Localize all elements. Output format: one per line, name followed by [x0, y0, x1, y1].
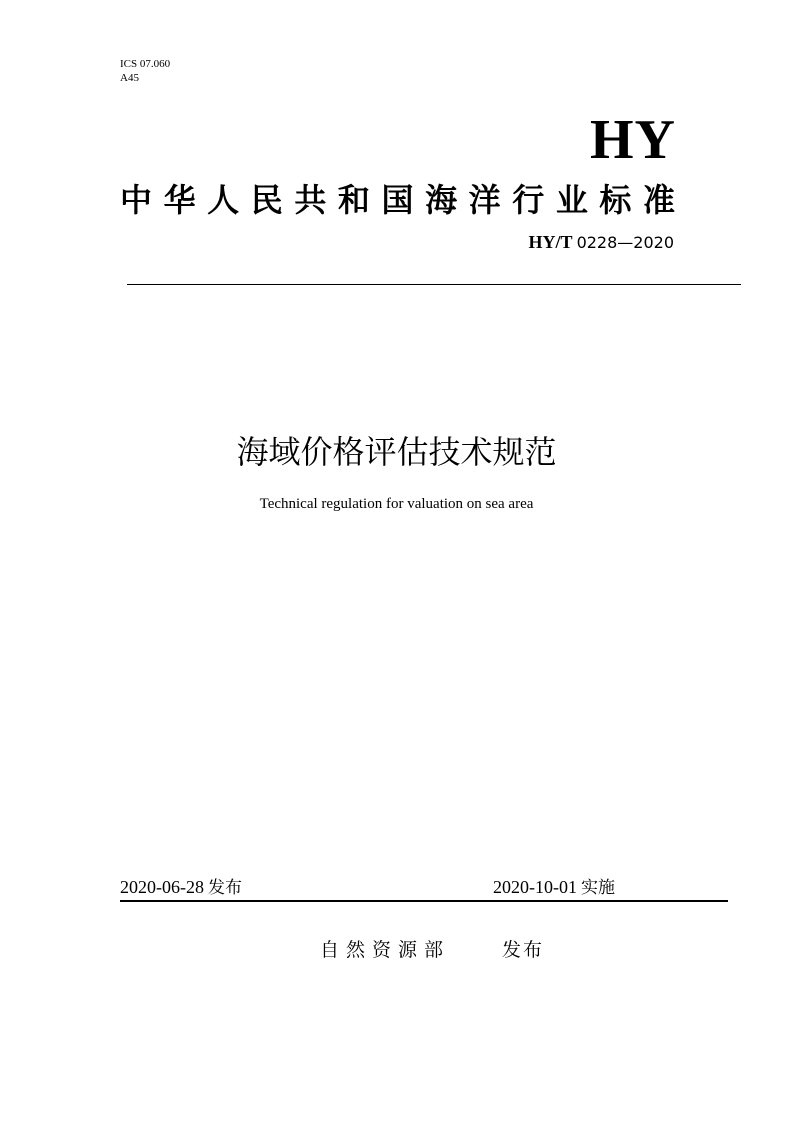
footer-divider: [120, 900, 728, 902]
standard-number: 0228—2020: [576, 233, 674, 252]
issue-label: 发布: [502, 939, 545, 961]
hy-logo: HY: [590, 109, 676, 171]
issuer-name: 自然资源部: [320, 939, 451, 961]
ics-code: ICS 07.060: [120, 58, 171, 70]
header-divider: [127, 284, 741, 285]
publish-date-line: [120, 876, 242, 899]
publish-date: 2020-06-28: [120, 877, 204, 897]
implement-date-line: [493, 876, 615, 899]
publish-label: 发布: [208, 878, 242, 898]
document-title: 海域价格评估技术规范: [236, 433, 557, 471]
document-subtitle: Technical regulation for valuation on sea area: [259, 496, 534, 512]
standard-prefix: HY/T: [528, 232, 573, 252]
implement-date: 2020-10-01: [493, 877, 577, 897]
classification-code: A45: [120, 72, 139, 84]
standard-code: [529, 231, 674, 254]
implement-label: 实施: [581, 878, 615, 898]
standard-type-title: 中华人民共和国海洋行业标准: [120, 181, 675, 219]
